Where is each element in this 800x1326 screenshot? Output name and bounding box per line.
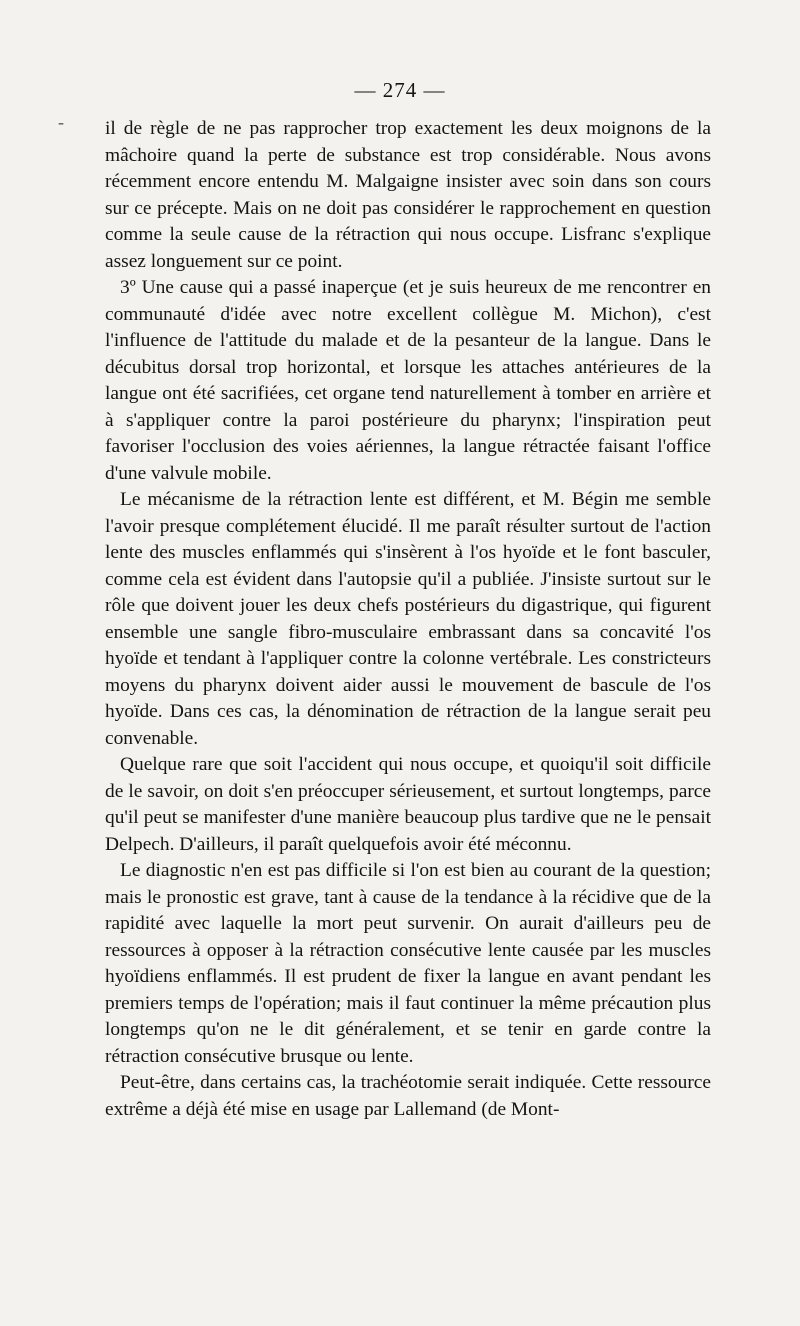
page-number: — 274 — (354, 78, 446, 102)
paragraph-2: 3º Une cause qui a passé inaperçue (et je suis heureux de me rencontrer en communauté d'idée avec notre excellent collègue M. Michon), c'est l'influence de l'attitude du malade et de la pesanteur de la langue. Dans le décubitus dorsal trop horizontal, et lorsque les attaches antérieures de la langue ont été sacrifiées, cet organe tend naturellement à tomber en arrière et à s'appliquer contre la paroi postérieure du pharynx; l'inspiration peut favoriser l'occlusion des voies aériennes, la langue rétractée faisant l'office d'une valvule mobile. (105, 277, 711, 484)
paragraph-6: Peut-être, dans certains cas, la trachéotomie serait indiquée. Cette ressource extrême a déjà été mise en usage par Lallemand (de Mont- (105, 1072, 711, 1120)
paragraph-1: il de règle de ne pas rapprocher trop exactement les deux moignons de la mâchoire quand la perte de substance est trop considérable. Nous avons récemment encore entendu M. Malgaigne insister avec soin dans son cours sur ce précepte. Mais on ne doit pas considérer le rapprochement en question comme la seule cause de la rétraction qui nous occupe. Lisfranc s'explique assez longuement sur ce point. (105, 118, 711, 272)
paragraph-4: Quelque rare que soit l'accident qui nous occupe, et quoiqu'il soit difficile de le savoir, on doit s'en préoccuper sérieusement, et surtout longtemps, parce qu'il peut se manifester d'une manière beaucoup plus tardive que ne le pensait Delpech. D'ailleurs, il paraît quelquefois avoir été méconnu. (105, 754, 711, 855)
paragraph-3: Le mécanisme de la rétraction lente est différent, et M. Bégin me semble l'avoir presque complétement élucidé. Il me paraît résulter surtout de l'action lente des muscles enflammés qui s'insèrent à l'os hyoïde et le font basculer, comme cela est évident dans l'autopsie qu'il a publiée. J'insiste surtout sur le rôle que doivent jouer les deux chefs postérieurs du digastrique, qui figurent ensemble une sangle fibro-musculaire embrassant dans sa concavité l'os hyoïde et tendant à l'appliquer contre la colonne vertébrale. Les constricteurs moyens du pharynx doivent aider aussi le mouvement de bascule de l'os hyoïde. Dans ces cas, la dénomination de rétraction de la langue serait peu convenable. (105, 489, 711, 749)
paragraph-5: Le diagnostic n'en est pas difficile si l'on est bien au courant de la question; mais le pronostic est grave, tant à cause de la tendance à la récidive que de la rapidité avec laquelle la mort peut survenir. On aurait d'ailleurs peu de ressources à opposer à la rétraction consécutive lente causée par les muscles hyoïdiens enflammés. Il est prudent de fixer la langue en avant pendant les premiers temps de l'opération; mais il faut continuer la même précaution plus longtemps qu'on ne le dit généralement, et se tenir en garde contre la rétraction consécutive brusque ou lente. (105, 860, 711, 1067)
margin-mark: - (58, 112, 64, 132)
body-text (105, 116, 711, 1123)
